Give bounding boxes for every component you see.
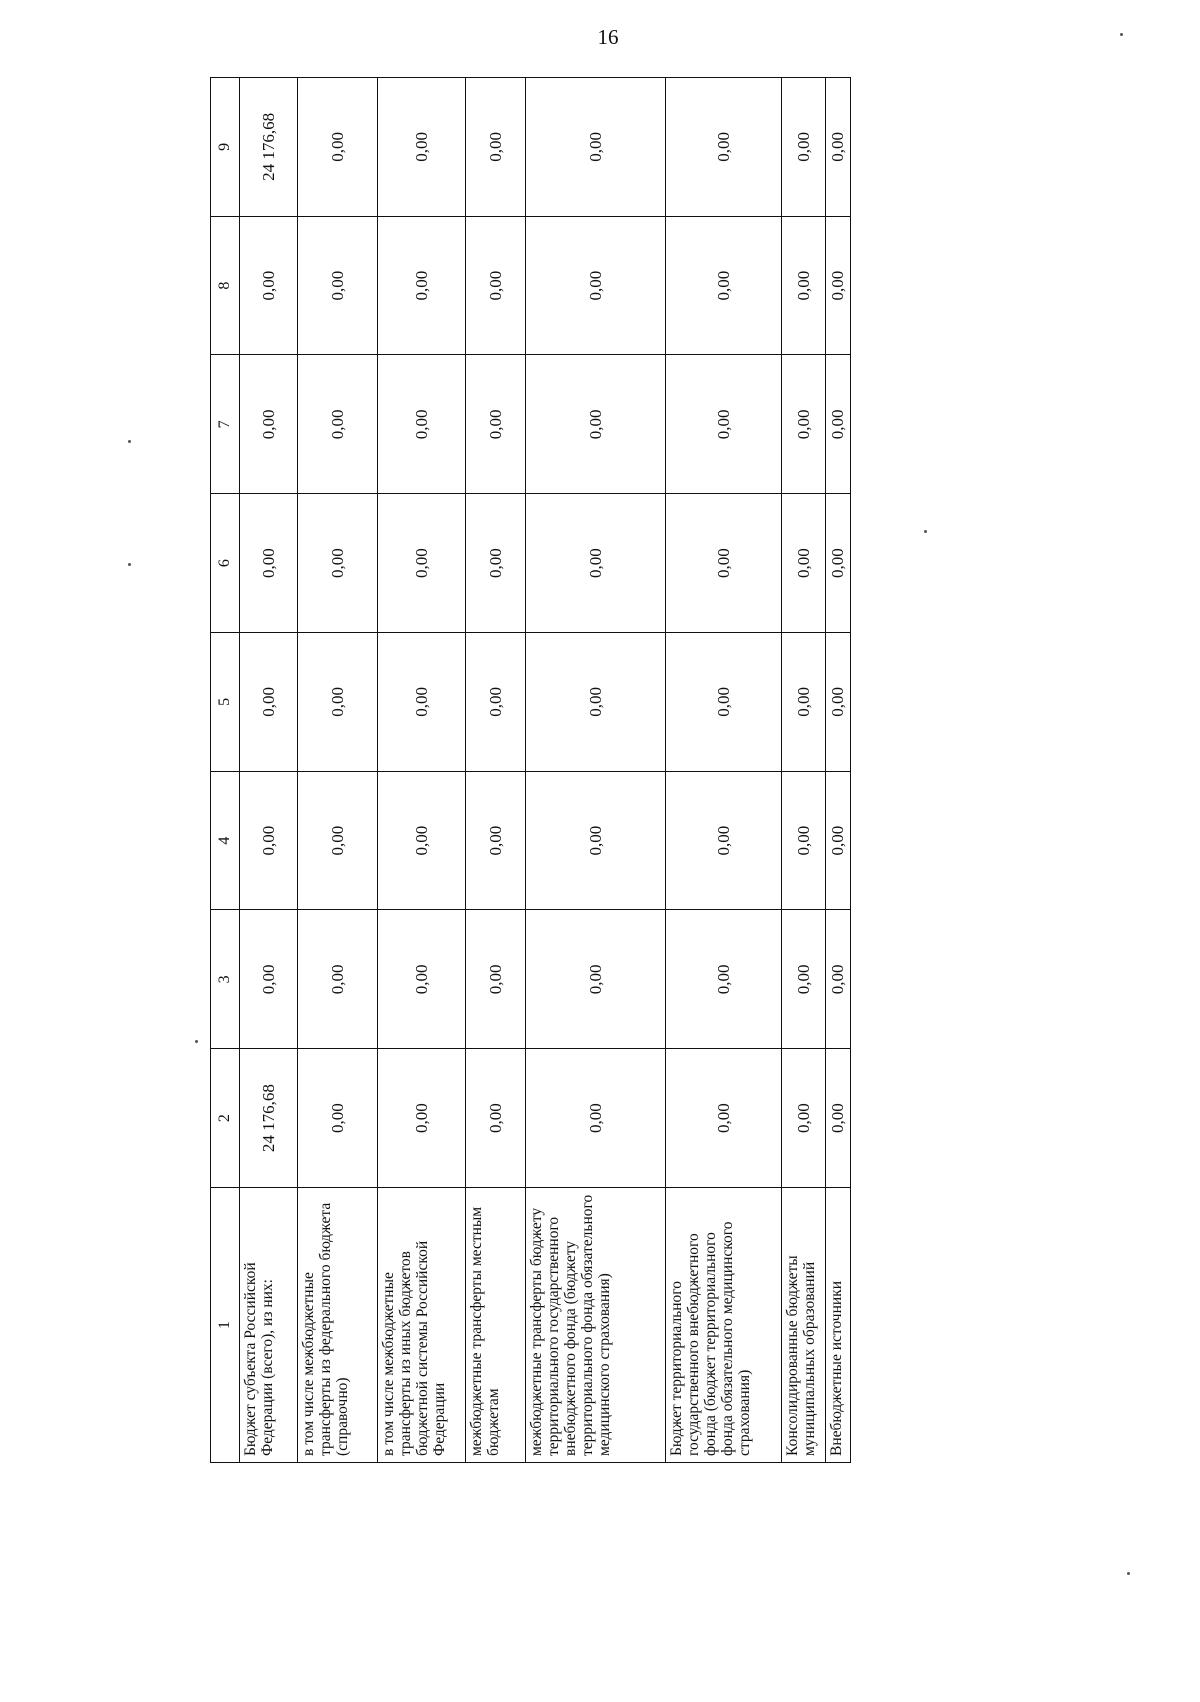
table-cell: 0,00 <box>298 633 378 772</box>
table-cell: 0,00 <box>378 78 466 217</box>
table-cell: 0,00 <box>240 633 298 772</box>
table-cell: 0,00 <box>466 1049 526 1188</box>
table-cell: 0,00 <box>666 355 782 494</box>
table-cell: 0,00 <box>240 216 298 355</box>
table-row <box>466 78 526 1463</box>
table-cell: 0,00 <box>378 633 466 772</box>
row-label: межбюджетные трансферты бюджету территориального государственного внебюджетного фонда (бюджету территориального фонда обязательного медицинского страхования) <box>526 1188 666 1463</box>
table-cell: 0,00 <box>298 771 378 910</box>
table-cell: 0,00 <box>526 910 666 1049</box>
column-header: 5 <box>211 633 240 772</box>
row-label: межбюджетные трансферты местным бюджетам <box>466 1188 526 1463</box>
table-cell: 0,00 <box>666 1049 782 1188</box>
scan-speck <box>128 563 131 566</box>
table-row <box>298 78 378 1463</box>
column-header: 3 <box>211 910 240 1049</box>
table-cell: 0,00 <box>298 910 378 1049</box>
table-cell: 0,00 <box>526 494 666 633</box>
column-header: 9 <box>211 78 240 217</box>
table-header-row <box>211 78 240 1463</box>
table-cell: 0,00 <box>466 78 526 217</box>
table-cell: 0,00 <box>378 216 466 355</box>
table-cell: 0,00 <box>782 78 826 217</box>
table-row <box>378 78 466 1463</box>
row-label: Бюджет территориального государственного внебюджетного фонда (бюджет территориального фонда обязательного медицинского страхования) <box>666 1188 782 1463</box>
table-cell: 0,00 <box>666 910 782 1049</box>
table-cell: 0,00 <box>298 355 378 494</box>
table-cell: 0,00 <box>666 633 782 772</box>
column-header: 6 <box>211 494 240 633</box>
table-cell: 0,00 <box>298 216 378 355</box>
table-cell: 0,00 <box>466 355 526 494</box>
scan-speck <box>128 440 131 443</box>
table-cell: 0,00 <box>826 633 851 772</box>
table-cell: 0,00 <box>782 494 826 633</box>
table-cell: 0,00 <box>378 1049 466 1188</box>
table-cell: 0,00 <box>526 355 666 494</box>
table-cell: 24 176,68 <box>240 1049 298 1188</box>
table-cell: 0,00 <box>666 78 782 217</box>
table-cell: 0,00 <box>298 78 378 217</box>
table-cell: 0,00 <box>466 910 526 1049</box>
column-header: 1 <box>211 1188 240 1463</box>
table-row <box>666 78 782 1463</box>
table-cell: 0,00 <box>526 771 666 910</box>
row-label: Консолидированные бюджеты муниципальных образований <box>782 1188 826 1463</box>
table-cell: 0,00 <box>298 1049 378 1188</box>
table-cell: 0,00 <box>826 494 851 633</box>
table-cell: 0,00 <box>466 633 526 772</box>
table-cell: 0,00 <box>826 355 851 494</box>
rotated-table-container <box>210 78 847 1463</box>
table-cell: 0,00 <box>782 1049 826 1188</box>
table-cell: 0,00 <box>298 494 378 633</box>
table-cell: 0,00 <box>782 355 826 494</box>
row-label: Внебюджетные источники <box>826 1188 851 1463</box>
table-cell: 0,00 <box>526 78 666 217</box>
scan-speck <box>1120 33 1123 36</box>
table-cell: 0,00 <box>826 1049 851 1188</box>
table-row <box>526 78 666 1463</box>
table-cell: 0,00 <box>526 216 666 355</box>
table-cell: 0,00 <box>378 910 466 1049</box>
column-header: 8 <box>211 216 240 355</box>
table-cell: 0,00 <box>240 355 298 494</box>
table-cell: 0,00 <box>826 216 851 355</box>
table-cell: 0,00 <box>240 494 298 633</box>
table-row <box>826 78 851 1463</box>
row-label: в том числе межбюджетные трансферты из иных бюджетов бюджетной системы Российской Федерации <box>378 1188 466 1463</box>
table-cell: 0,00 <box>466 216 526 355</box>
table-cell: 0,00 <box>666 771 782 910</box>
table-row <box>240 78 298 1463</box>
table-cell: 0,00 <box>378 494 466 633</box>
table-cell: 0,00 <box>240 910 298 1049</box>
table-cell: 24 176,68 <box>240 78 298 217</box>
table-cell: 0,00 <box>826 910 851 1049</box>
table-cell: 0,00 <box>782 633 826 772</box>
scan-speck <box>1127 1572 1130 1575</box>
row-label: в том числе межбюджетные трансферты из федерального бюджета (справочно) <box>298 1188 378 1463</box>
table-cell: 0,00 <box>666 494 782 633</box>
column-header: 4 <box>211 771 240 910</box>
scan-speck <box>195 1040 198 1043</box>
page-number: 16 <box>597 25 619 49</box>
table-cell: 0,00 <box>782 910 826 1049</box>
column-header: 2 <box>211 1049 240 1188</box>
table-row <box>782 78 826 1463</box>
table-cell: 0,00 <box>466 771 526 910</box>
table-cell: 0,00 <box>240 771 298 910</box>
table-cell: 0,00 <box>526 633 666 772</box>
table-cell: 0,00 <box>378 771 466 910</box>
column-header: 7 <box>211 355 240 494</box>
table-cell: 0,00 <box>782 216 826 355</box>
row-label: Бюджет субъекта Российской Федерации (всего), из них: <box>240 1188 298 1463</box>
scan-speck <box>924 530 927 533</box>
table-cell: 0,00 <box>378 355 466 494</box>
table-cell: 0,00 <box>666 216 782 355</box>
table-cell: 0,00 <box>526 1049 666 1188</box>
table-cell: 0,00 <box>826 78 851 217</box>
budget-table <box>210 77 851 1463</box>
table-cell: 0,00 <box>826 771 851 910</box>
table-cell: 0,00 <box>466 494 526 633</box>
table-cell: 0,00 <box>782 771 826 910</box>
